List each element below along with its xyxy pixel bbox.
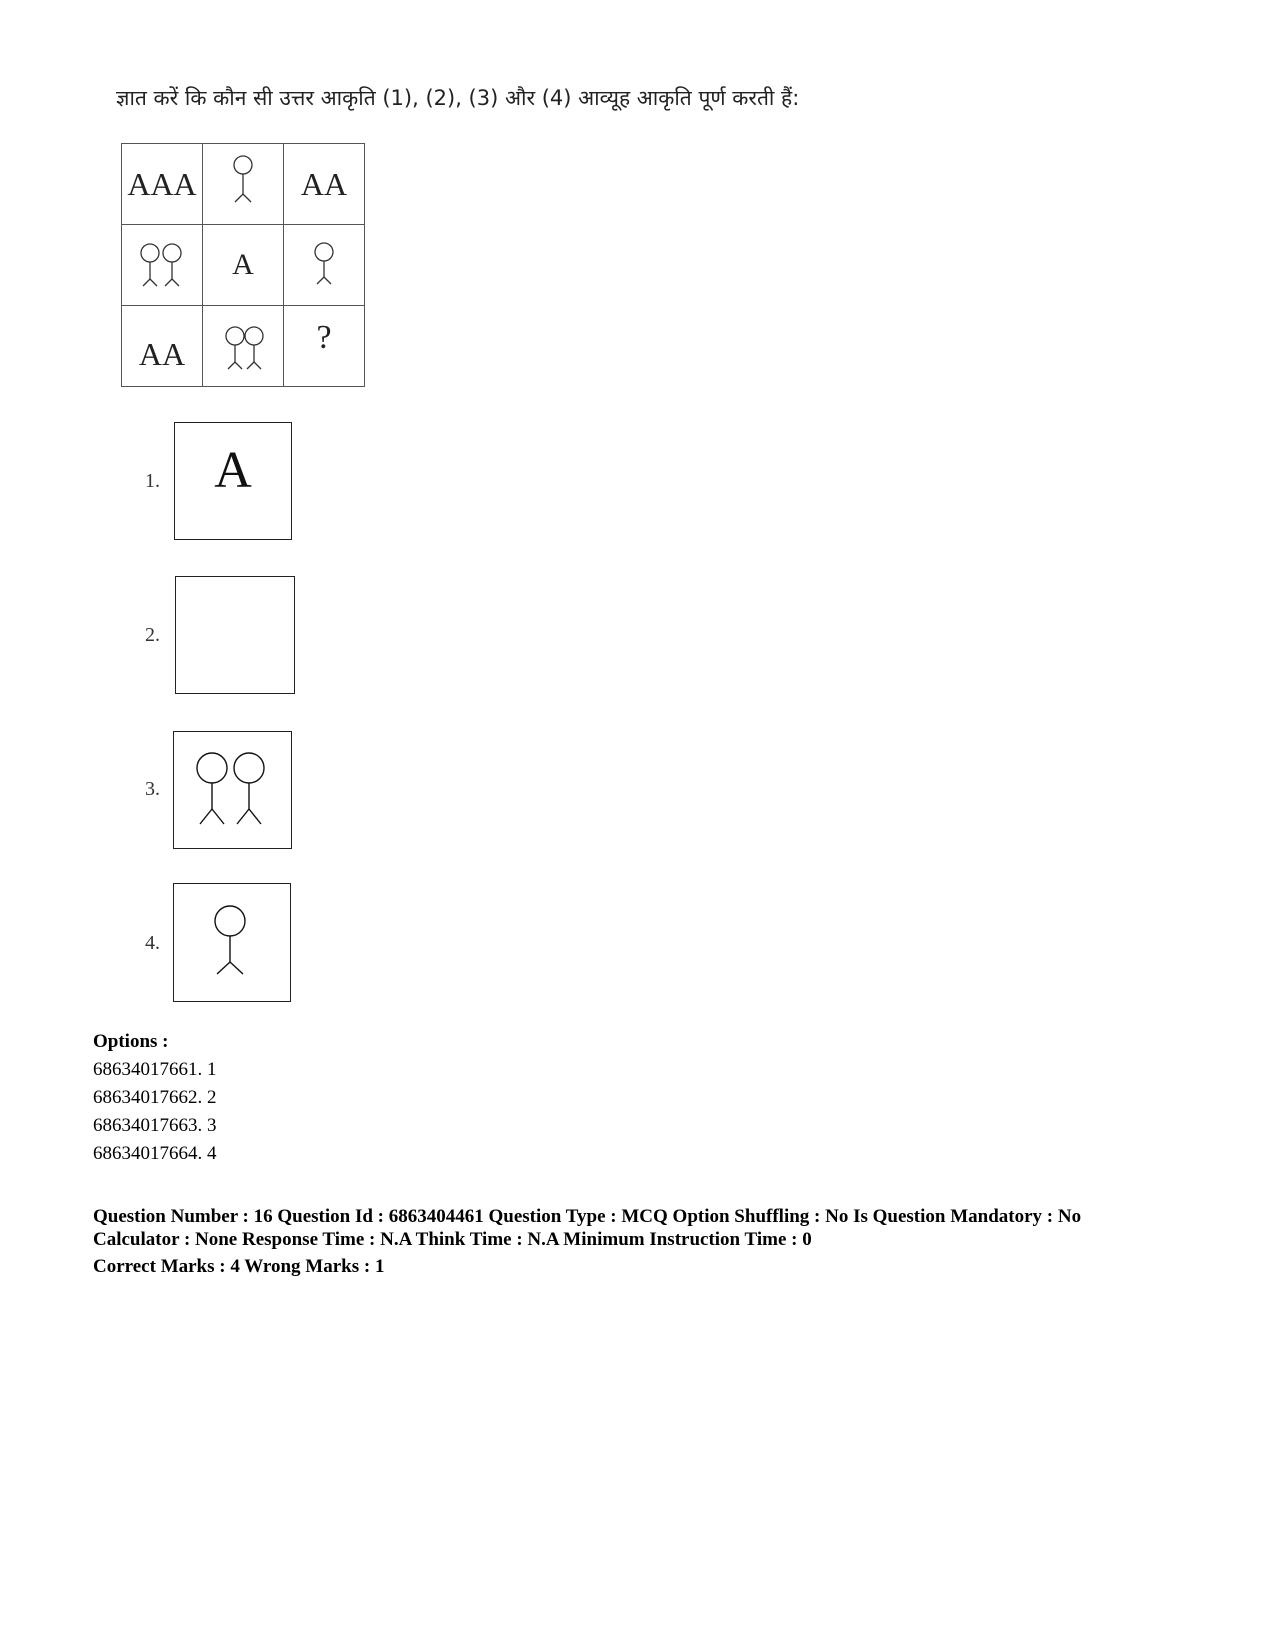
answer-figure-3 [173, 731, 292, 849]
question-mark: ? [316, 319, 332, 356]
option-item[interactable]: 68634017662. 2 [93, 1087, 217, 1108]
metadata-line: Calculator : None Response Time : N.A Think Time : N.A Minimum Instruction Time : 0 [93, 1229, 812, 1250]
stick-figure-icon [304, 233, 344, 293]
answer-figure-4 [173, 883, 291, 1002]
marks-line: Correct Marks : 4 Wrong Marks : 1 [93, 1256, 385, 1277]
two-stick-figures-icon [174, 732, 291, 848]
matrix-cell-r1c1 [122, 144, 203, 225]
metadata-line: Question Number : 16 Question Id : 6863404461 Question Type : MCQ Option Shuffling : No Is Question Mandatory : No [93, 1206, 1082, 1227]
cell-letters: AAA [127, 165, 197, 202]
stick-figure-icon [223, 152, 263, 212]
answer-figure-letter: A [214, 441, 252, 499]
answer-figure-number: 3. [145, 778, 160, 800]
two-stick-figures-icon [213, 314, 273, 374]
question-metadata [93, 1205, 1203, 1278]
two-stick-figures-icon [132, 233, 192, 293]
answer-figure-number: 4. [145, 932, 160, 954]
matrix-cell-r3c3 [284, 306, 365, 387]
matrix-cell-r1c2 [203, 144, 284, 225]
matrix-cell-r1c3 [284, 144, 365, 225]
option-item[interactable]: 68634017664. 4 [93, 1143, 217, 1164]
cell-letters: AA [138, 335, 186, 372]
answer-figure-2 [175, 576, 295, 694]
matrix-cell-r2c3 [284, 225, 365, 306]
matrix-cell-r3c1 [122, 306, 203, 387]
question-text: ज्ञात करें कि कौन सी उत्तर आकृति (1), (2), (3) और (4) आव्यूह आकृति पूर्ण करती हैं: [116, 86, 800, 110]
answer-figure-number: 1. [145, 470, 160, 492]
answer-figure-1 [174, 422, 292, 540]
options-list [93, 1028, 217, 1168]
cell-letters: A [232, 248, 254, 281]
matrix-cell-r2c2 [203, 225, 284, 306]
option-item[interactable]: 68634017661. 1 [93, 1059, 217, 1080]
answer-figure-number: 2. [145, 624, 160, 646]
question-matrix [121, 143, 365, 387]
cell-letters: AA [300, 165, 348, 202]
options-heading: Options : [93, 1031, 169, 1052]
stick-figure-icon [174, 884, 290, 1001]
matrix-cell-r2c1 [122, 225, 203, 306]
matrix-cell-r3c2 [203, 306, 284, 387]
option-item[interactable]: 68634017663. 3 [93, 1115, 217, 1136]
